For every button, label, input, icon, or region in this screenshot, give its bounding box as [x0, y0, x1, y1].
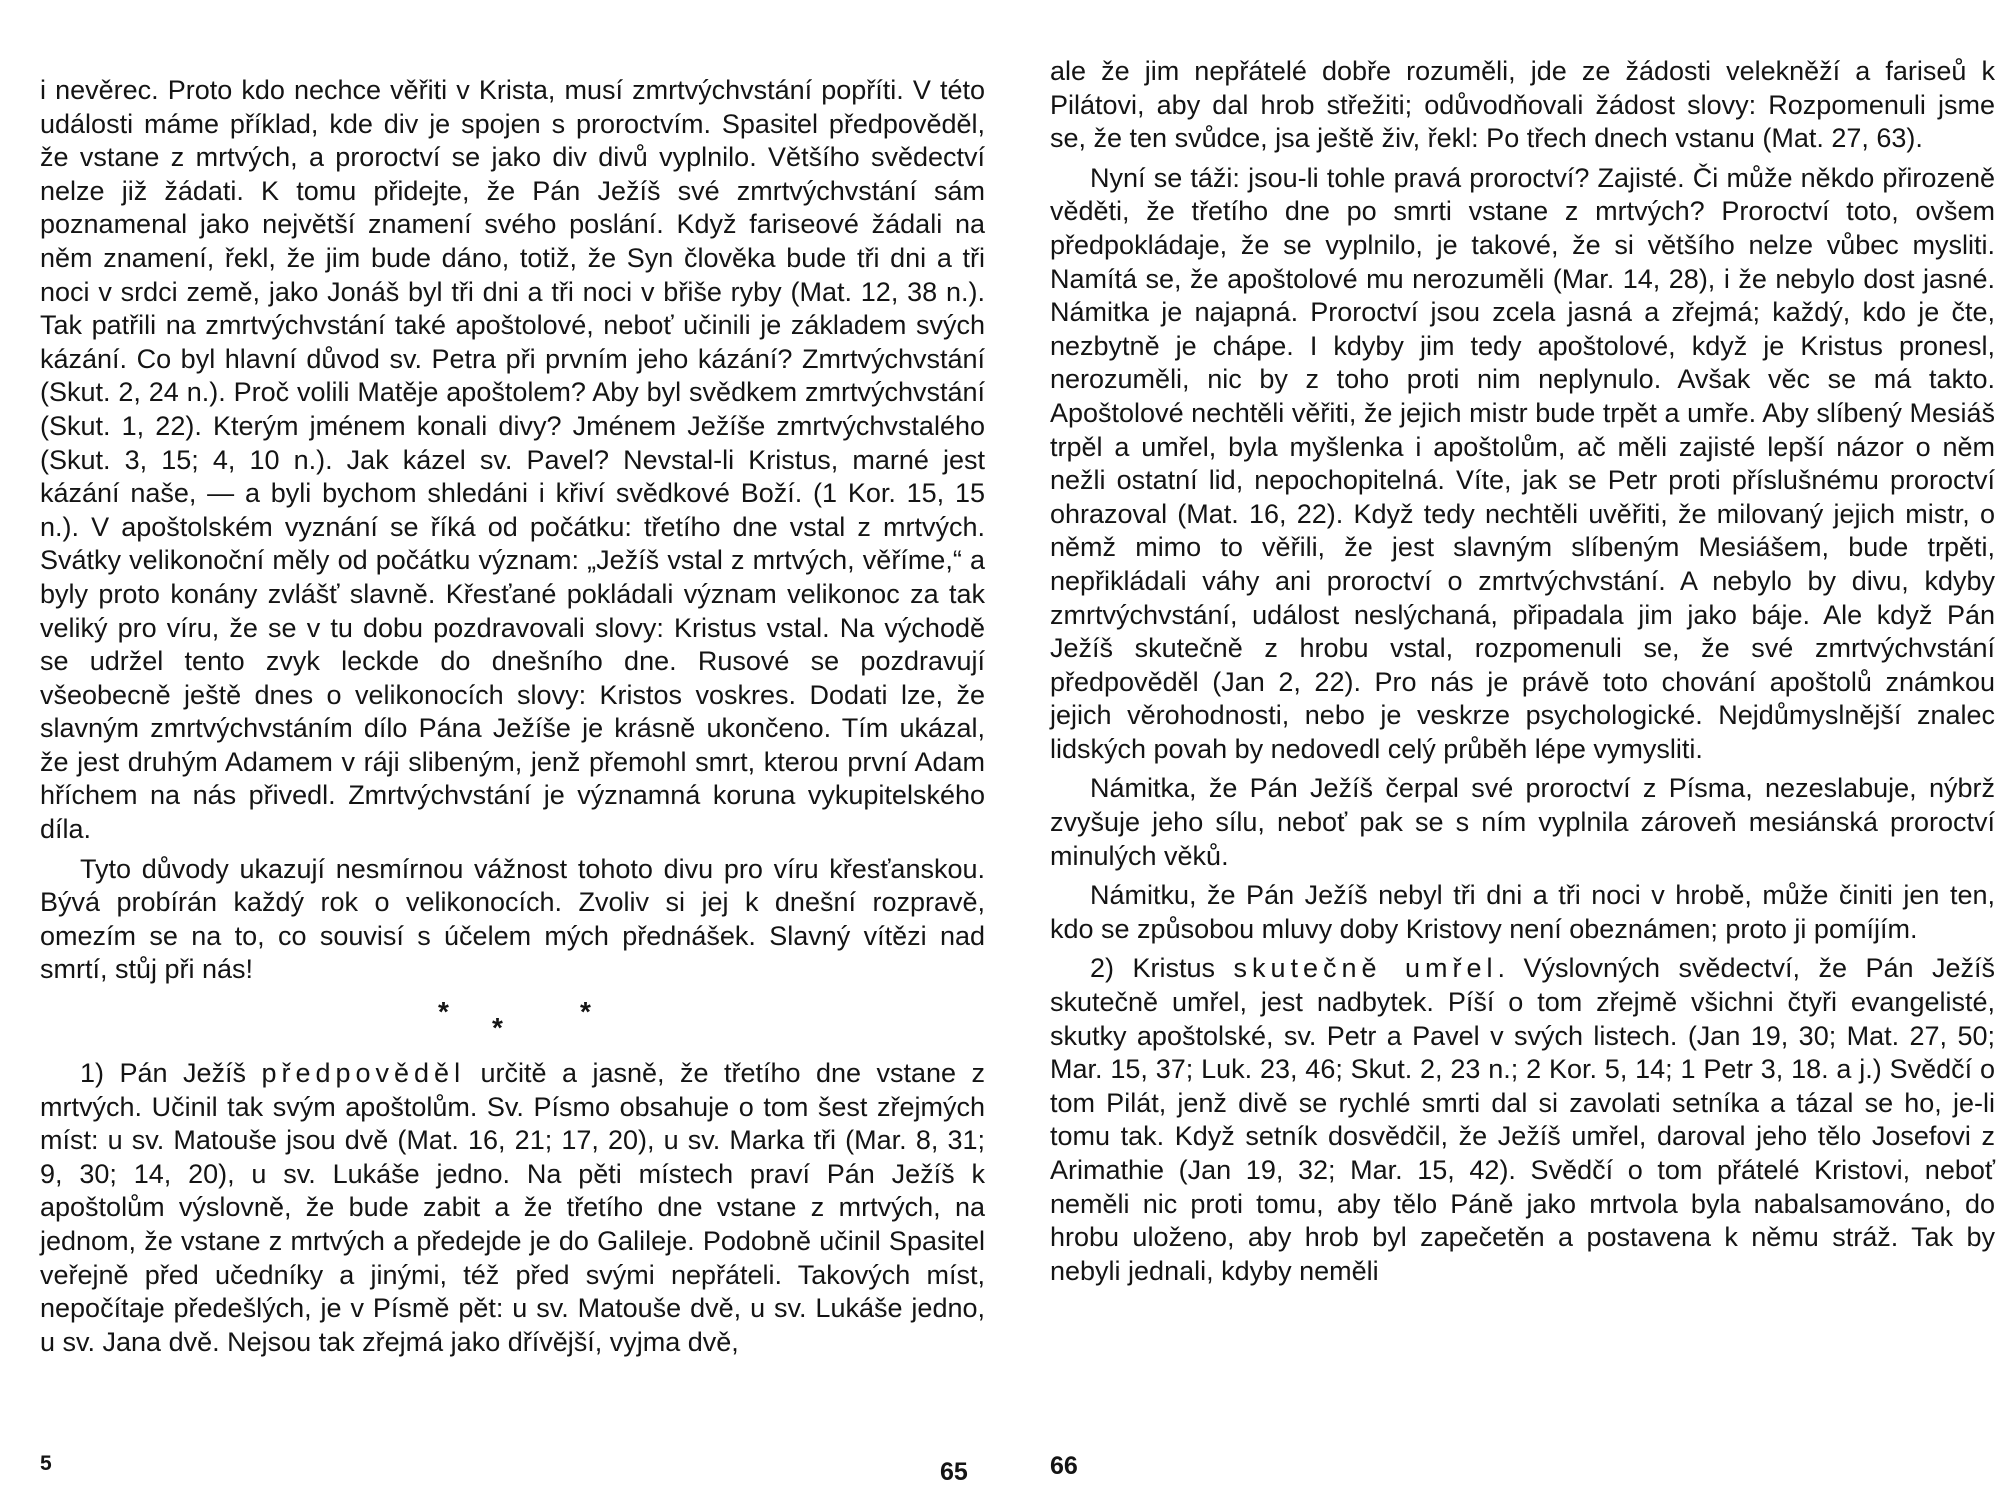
- spaced-emphasis: skutečně umřel: [1233, 953, 1498, 984]
- right-text-column: [1050, 55, 1995, 1288]
- paragraph-lead: 2) Kristus: [1090, 953, 1234, 984]
- right-paragraph-5: [1050, 952, 1995, 1288]
- right-paragraph-4: Námitku, že Pán Ježíš nebyl tři dni a tři noci v hrobě, může činiti jen ten, kdo se způsobou mluvy doby Kristovy není obeznámen; proto ji pomíjím.: [1050, 880, 1995, 944]
- right-paragraph-1: ale že jim nepřátelé dobře rozuměli, jde ze žádosti velekněží a fariseů k Pilátovi, aby dal hrob střežiti; odůvodňovali žádost slovy: Rozpomenuli jsme se, že ten svůdce, jsa ještě živ, řekl: Po třech dnech vstanu (Mat. 27, 63).: [1050, 56, 1995, 154]
- paragraph-lead: 1) Pán Ježíš: [80, 1058, 262, 1089]
- signature-mark: 5: [40, 1452, 52, 1475]
- right-paragraph-3: Námitka, že Pán Ježíš čerpal své proroctví z Písma, nezeslabuje, nýbrž zvyšuje jeho sílu, neboť pak se s ním vyplnila zároveň mesiánská proroctví minulých věků.: [1050, 773, 1995, 871]
- right-paragraph-2: Nyní se táži: jsou-li tohle pravá proroctví? Zajisté. Či může někdo přirozeně věděti, že třetího dne po smrti vstane z mrtvých? Proroctví toto, ovšem předpokládaje, že se vyplnilo, je takové, že si většího nelze vůbec mysliti. Namítá se, že apoštolové mu nerozuměli (Mar. 14, 28), i že nebylo dost jasné. Námitka je najapná. Proroctví jsou zcela jasná a zřejmá; každý, kdo je čte, nezbytně je chápe. I kdyby jim tedy apoštolové, když je Kristus pronesl, nerozuměli, nic by z toho proti nim neplynulo. Avšak věc se má takto. Apoštolové nechtěli věřiti, že jejich mistr bude trpět a umře. Aby slíbený Mesiáš trpěl a umřel, byla myšlenka i apoštolům, ač měli zajisté lepší názor o něm nežli ostatní lid, nepochopitelná. Víte, jak se Petr proti příslušnému proroctví ohrazoval (Mat. 16, 22). Když tedy nechtěli uvěřiti, že milovaný jejich mistr, o němž mimo to věřili, že jest slavným slíbeným Mesiášem, bude trpěti, nepřikládali váhy ani proroctví o zmrtvýchvstání. A nebylo by divu, kdyby zmrtvýchvstání, událost neslýchaná, připadala jim jako báje. Ale když Pán Ježíš skutečně z hrobu vstal, rozpomenuli se, že své zmrtvýchvstání předpověděl (Jan 2, 22). Pro nás je právě toto chování apoštolů známkou jejich věrohodnosti, nebo je veskrze psychologické. Nejdůmyslnější znalec lidských povah by nedovedl celý průběh lépe vymysliti.: [1050, 162, 1995, 764]
- left-paragraph-2: Tyto důvody ukazují nesmírnou vážnost tohoto divu pro víru křesťanskou. Bývá probírán každý rok o velikonocích. Zvoliv si jej k dnešní rozpravě, omezím se na to, co souvisí s účelem mých přednášek. Slavný vítězi nad smrtí, stůj při nás!: [40, 853, 985, 985]
- section-separator: [40, 989, 985, 1053]
- separator-star: *: [438, 996, 449, 1028]
- separator-star: *: [492, 1012, 503, 1044]
- left-text-column: [40, 74, 985, 1359]
- paragraph-rest: určitě a jasně, že třetího dne vstane z mrtvých. Učinil tak svým apoštolům. Sv. Písmo obsahuje o tom šest zřejmých míst: u sv. Matouše jsou dvě (Mat. 16, 21; 17, 20), u sv. Marka tři (Mar. 8, 31; 9, 30; 14, 20), u sv. Lukáše jedno. Na pěti místech praví Pán Ježíš k apoštolům výslovně, že bude zabit a že třetího dne vstane z mrtvých, na jednom, že vstane z mrtvých a předejde je do Galileje. Podobně učinil Spasitel veřejně před učedníky a jinými, též před svými nepřáteli. Takových míst, nepočítaje předešlých, je v Písmě pět: u sv. Matouše dvě, u sv. Lukáše jedno, u sv. Jana dvě. Nejsou tak zřejmá jako dřívější, vyjma dvě,: [40, 1058, 985, 1357]
- page-number: 66: [1050, 1452, 1078, 1480]
- spaced-emphasis: předpověděl: [261, 1058, 466, 1089]
- paragraph-rest: . Výslovných svědectví, že Pán Ježíš skutečně umřel, jest nadbytek. Píší o tom zřejmě všichni čtyři evangelisté, skutky apoštolské, sv. Petr a Pavel v svých listech. (Jan 19, 30; Mat. 27, 50; Mar. 15, 37; Luk. 23, 46; Skut. 2, 23 n.; 2 Kor. 5, 14; 1 Petr 3, 18. a j.) Svědčí o tom Pilát, jenž divě se rychlé smrti dal si zavolati setníka a tázal se ho, je-li tomu tak. Když setník dosvědčil, že Ježíš umřel, daroval jeho tělo Josefovi z Arimathie (Jan 19, 32; Mar. 15, 42). Svědčí o tom přátelé Kristovi, neboť neměli nic proti tomu, aby tělo Páně jako mrtvola byla nabalsamováno, do hrobu uloženo, aby hrob byl zapečetěn a postavena k němu stráž. Tak by nebyli jednali, kdyby neměli: [1050, 953, 1995, 1286]
- separator-star: *: [580, 996, 591, 1028]
- left-paragraph-3: [40, 1057, 985, 1359]
- page-number: 65: [940, 1458, 968, 1486]
- left-paragraph-1: i nevěrec. Proto kdo nechce věřiti v Krista, musí zmrtvýchvstání popříti. V této události máme příklad, kde div je spojen s proroctvím. Spasitel předpověděl, že vstane z mrtvých, a proroctví se jako div divů vyplnilo. Většího svědectví nelze již žádati. K tomu přidejte, že Pán Ježíš své zmrtvýchvstání sám poznamenal jako největší znamení svého poslání. Když fariseové žádali na něm znamení, řekl, že jim bude dáno, totiž, že Syn člověka bude tři dni a tři noci v srdci země, jako Jonáš byl tři dni a tři noci v břiše ryby (Mat. 12, 38 n.). Tak patřili na zmrtvýchvstání také apoštolové, neboť učinili je základem svých kázání. Co byl hlavní důvod sv. Petra při prvním jeho kázání? Zmrtvýchvstání (Skut. 2, 24 n.). Proč volili Matěje apoštolem? Aby byl svědkem zmrtvýchvstání (Skut. 1, 22). Kterým jménem konali divy? Jménem Ježíše zmrtvýchvstalého (Skut. 3, 15; 4, 10 n.). Jak kázel sv. Pavel? Nevstal-li Kristus, marné jest kázání naše, — a byli bychom shledáni i křiví svědkové Boží. (1 Kor. 15, 15 n.). V apoštolském vyznání se říká od počátku: třetího dne vstal z mrtvých. Svátky velikonoční měly od počátku význam: „Ježíš vstal z mrtvých, věříme,“ a byly proto konány zvlášť slavně. Křesťané pokládali význam velikonoc za tak veliký pro víru, že se v tu dobu pozdravovali slovy: Kristus vstal. Na východě se udržel tento zvyk leckde do dnešního dne. Rusové se pozdravují všeobecně ještě dnes o velikonocích slovy: Kristos voskres. Dodati lze, že slavným zmrtvýchvstáním dílo Pána Ježíše je krásně ukončeno. Tím ukázal, že jest druhým Adamem v ráji slibeným, jenž přemohl smrt, kterou první Adam hříchem na nás přivedl. Zmrtvýchvstání je významná koruna vykupitelského díla.: [40, 75, 985, 845]
- right-page: [1050, 0, 1995, 1500]
- left-page: [40, 0, 985, 1500]
